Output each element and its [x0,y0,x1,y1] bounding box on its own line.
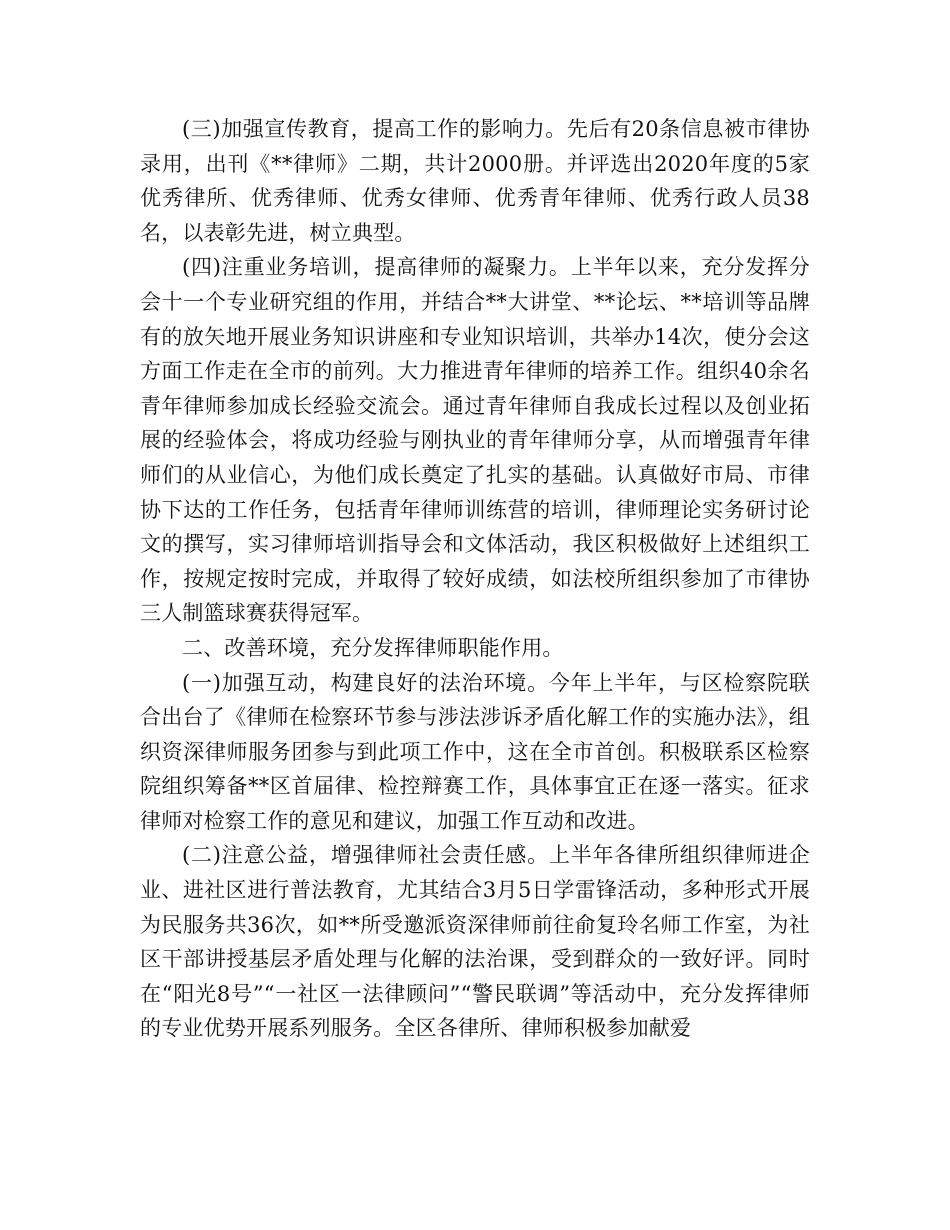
section-heading-improve-environment: 二、改善环境，充分发挥律师职能作用。 [182,635,564,660]
paragraph-business-training: (四)注重业务培训，提高律师的凝聚力。上半年以来，充分发挥分会十一个专业研究组的作用，并结合**大讲堂、**论坛、**培训等品牌有的放矢地开展业务知识讲座和专业知识培训，共举办14次，使分会这方面工作走在全市的前列。大力推进青年律师的培养工作。组织40余名青年律师参加成长经验交流会。通过青年律师自我成长过程以及创业拓展的经验体会，将成功经验与刚执业的青年律师分享，从而增强青年律师们的从业信心，为他们成长奠定了扎实的基础。认真做好市局、市律协下达的工作任务，包括青年律师训练营的培训，律师理论实务研讨论文的撰写，实习律师培训指导会和文体活动，我区积极做好上述组织工作，按规定按时完成，并取得了较好成绩，如法校所组织参加了市律协三人制篮球赛获得冠军。 [140,255,810,626]
paragraph-strengthen-interaction: (一)加强互动，构建良好的法治环境。今年上半年，与区检察院联合出台了《律师在检察环节参与涉法涉诉矛盾化解工作的实施办法》，组织资深律师服务团参与到此项工作中，这在全市首创。积极联系区检察院组织筹备**区首届律、检控辩赛工作，具体事宜正在逐一落实。征求律师对检察工作的意见和建议，加强工作互动和改进。 [140,670,810,833]
document-body [140,112,810,1046]
paragraph-publicity-education: (三)加强宣传教育，提高工作的影响力。先后有20条信息被市律协录用，出刊《**律师》二期，共计2000册。并评选出2020年度的5家优秀律所、优秀律师、优秀女律师、优秀青年律师、优秀行政人员38名，以表彰先进，树立典型。 [140,117,810,245]
paragraph-public-welfare: (二)注意公益，增强律师社会责任感。上半年各律所组织律师进企业、进社区进行普法教育，尤其结合3月5日学雷锋活动，多种形式开展为民服务共36次，如**所受邀派资深律师前往俞复玲名师工作室，为社区干部讲授基层矛盾处理与化解的法治课，受到群众的一致好评。同时在“阳光8号”“一社区一法律顾问”“警民联调”等活动中，充分发挥律师的专业优势开展系列服务。全区各律所、律师积极参加献爱 [140,843,810,1041]
